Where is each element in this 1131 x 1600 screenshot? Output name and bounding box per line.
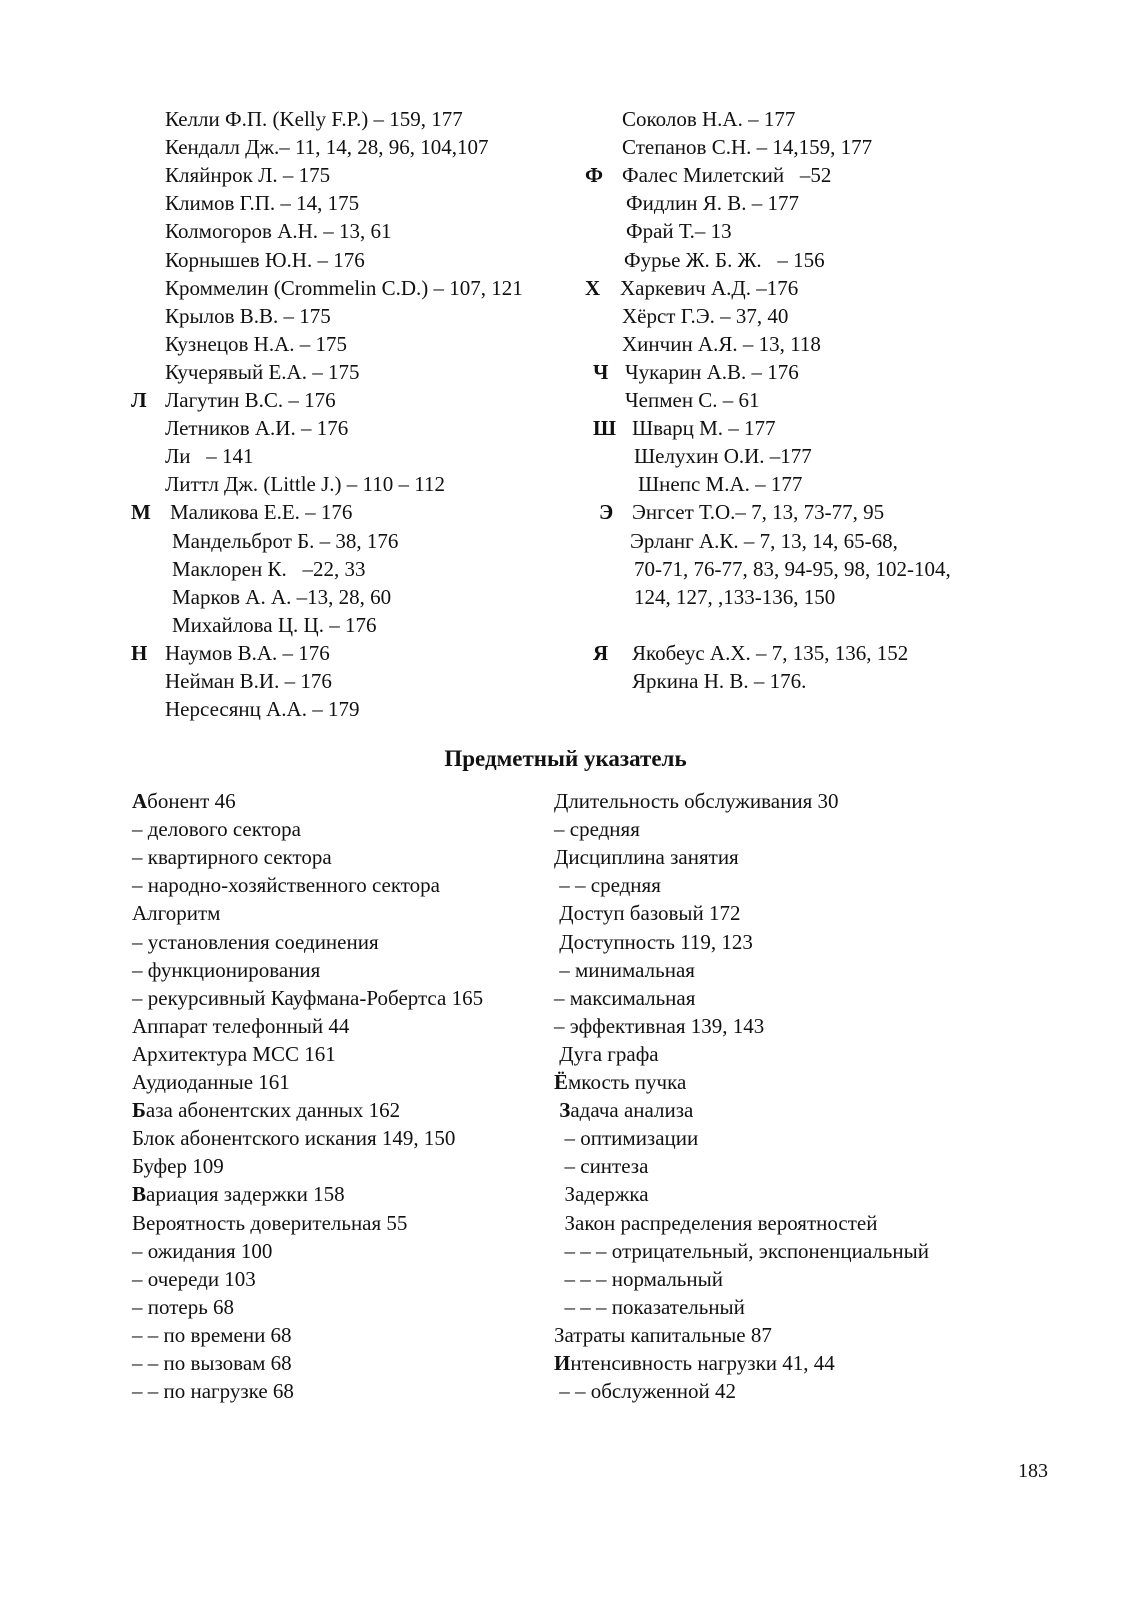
name-index-entry: Наумов В.А. – 176 <box>165 640 330 665</box>
entry-text: – оптимизации <box>554 1126 699 1151</box>
name-index-entry: Харкевич А.Д. –176 <box>620 275 799 300</box>
subject-index-entry <box>554 872 661 898</box>
subject-index-entry <box>554 1210 877 1236</box>
entry-text: Доступность 119, 123 <box>554 929 753 954</box>
entry-text: – очереди 103 <box>132 1266 256 1291</box>
entry-text: Доступ базовый 172 <box>554 901 741 926</box>
entry-text: Длительность обслуживания 30 <box>554 789 839 813</box>
name-index-entry: Фалес Милетский –52 <box>622 163 832 188</box>
entry-text: – – – отрицательный, экспоненциальный <box>554 1238 929 1263</box>
entry-text: – квартирного сектора <box>132 845 332 870</box>
subject-index-entry <box>554 985 695 1011</box>
subject-index-entry <box>132 1350 292 1376</box>
name-index-entry: Кляйнрок Л. – 175 <box>165 163 331 188</box>
name-index-entry: Яркина Н. В. – 176. <box>632 669 807 693</box>
name-index-entry: Корнышев Ю.Н. – 176 <box>165 247 365 272</box>
subject-index-entry <box>554 957 695 983</box>
name-index-entry: Кучерявый Е.А. – 175 <box>165 359 360 384</box>
entry-text: ариация задержки 158 <box>146 1182 345 1207</box>
name-index-entry: Ли – 141 <box>165 444 254 469</box>
index-letter: Ш <box>593 416 617 441</box>
entry-initial-letter: А <box>132 789 148 813</box>
subject-index-entry <box>554 1238 929 1264</box>
name-index-entry: Шнепс М.А. – 177 <box>638 472 803 497</box>
entry-text: Аппарат телефонный 44 <box>132 1013 350 1038</box>
index-letter: Н <box>131 640 148 665</box>
subject-index-entry <box>132 1238 272 1264</box>
entry-text: – – средняя <box>554 873 661 898</box>
index-letter: Э <box>599 500 614 525</box>
name-index-entry: Хинчин А.Я. – 13, 118 <box>622 331 821 356</box>
name-index-entry: Чукарин А.В. – 176 <box>625 359 799 384</box>
name-index-entry: Шелухин О.И. –177 <box>634 444 812 469</box>
subject-index-entry <box>132 816 301 842</box>
entry-text: Аудиоданные 161 <box>132 1070 290 1094</box>
subject-index-entry <box>554 1294 745 1320</box>
entry-text: – – по времени 68 <box>132 1322 292 1347</box>
subject-index-entry <box>554 844 739 870</box>
entry-text: Буфер 109 <box>132 1154 224 1179</box>
subject-index-entry <box>554 816 640 842</box>
subject-index-entry <box>132 1322 292 1348</box>
entry-text: – народно-хозяйственного сектора <box>132 873 440 898</box>
name-index-entry: 70-71, 76-77, 83, 94-95, 98, 102-104, <box>634 556 951 581</box>
index-letter: М <box>131 500 151 525</box>
subject-index-entry <box>554 900 741 926</box>
subject-index-entry <box>132 1181 345 1207</box>
name-index-entry: 124, 127, ,133-136, 150 <box>634 584 836 609</box>
entry-initial-letter: В <box>132 1182 147 1207</box>
index-letter: Ч <box>593 359 609 384</box>
subject-index-entry <box>132 929 379 955</box>
subject-index-entry <box>132 1294 234 1320</box>
entry-initial-letter: Б <box>132 1098 146 1123</box>
subject-index-entry <box>132 1266 256 1292</box>
subject-index-entry <box>554 1350 835 1376</box>
subject-index-entry <box>554 1181 649 1207</box>
name-index-entry: Фрай Т.– 13 <box>626 219 732 244</box>
subject-index-entry <box>554 1013 764 1039</box>
index-letter: Ф <box>585 163 604 188</box>
entry-text: – – – нормальный <box>554 1266 723 1291</box>
entry-text: – потерь 68 <box>132 1294 235 1319</box>
entry-text: Архитектура МСС 161 <box>132 1041 336 1066</box>
name-index-entry: Фурье Ж. Б. Ж. – 156 <box>624 247 825 272</box>
subject-index-entry <box>132 844 332 870</box>
name-index-entry: Нейман В.И. – 176 <box>165 669 332 693</box>
name-index-entry: Кроммелин (Crommelin C.D.) – 107, 121 <box>165 275 523 300</box>
subject-index-entry <box>554 1097 693 1123</box>
subject-index-entry <box>132 872 440 898</box>
entry-text: – рекурсивный Кауфмана-Робертса 165 <box>132 985 484 1010</box>
name-index-entry: Нерсесянц А.А. – 179 <box>165 697 360 722</box>
entry-text: – синтеза <box>554 1154 649 1179</box>
entry-text: – максимальная <box>554 985 696 1010</box>
name-index-entry: Крылов В.В. – 175 <box>165 303 331 328</box>
subject-index-entry <box>554 1125 698 1151</box>
name-index-entry: Келли Ф.П. (Kelly F.P.) – 159, 177 <box>165 107 463 131</box>
entry-text: – – обслуженной 42 <box>554 1379 736 1404</box>
entry-text: адача анализа <box>570 1098 694 1123</box>
subject-index-entry <box>132 1041 336 1067</box>
name-index-entry: Степанов С.Н. – 14,159, 177 <box>622 135 873 160</box>
entry-text: Закон распределения вероятностей <box>554 1210 878 1235</box>
entry-text: – – по нагрузке 68 <box>132 1379 294 1404</box>
entry-text: мкость пучка <box>568 1070 687 1094</box>
section-title: Предметный указатель <box>444 746 687 771</box>
entry-text: нтенсивность нагрузки 41, 44 <box>570 1351 835 1375</box>
entry-text: – установления соединения <box>132 929 379 954</box>
entry-text: аза абонентских данных 162 <box>145 1098 401 1123</box>
entry-initial-letter: Ё <box>554 1070 569 1094</box>
entry-text: Алгоритм <box>132 901 221 926</box>
subject-index-entry <box>132 1125 455 1151</box>
name-index-entry: Хёрст Г.Э. – 37, 40 <box>622 303 789 328</box>
name-index-entry: Чепмен С. – 61 <box>625 388 760 412</box>
subject-index-entry <box>132 788 236 814</box>
entry-text: – делового сектора <box>132 817 301 842</box>
name-index-entry: Марков А. А. –13, 28, 60 <box>172 584 392 609</box>
index-letter: Я <box>593 640 609 665</box>
subject-index-entry <box>132 1069 290 1095</box>
entry-text: – ожидания 100 <box>132 1238 273 1263</box>
entry-text: – – по вызовам 68 <box>132 1351 292 1375</box>
entry-text: Затраты капитальные 87 <box>554 1322 772 1347</box>
subject-index-entry <box>554 929 753 955</box>
entry-text: – функционирования <box>132 957 321 982</box>
subject-index-entry <box>132 1013 349 1039</box>
subject-index-entry <box>554 1266 723 1292</box>
subject-index-entry <box>554 1069 686 1095</box>
page-number: 183 <box>1018 1460 1048 1482</box>
entry-text: Дисциплина занятия <box>554 845 739 870</box>
name-index-entry: Шварц М. – 177 <box>632 416 776 441</box>
name-index-entry: Летников А.И. – 176 <box>165 416 349 441</box>
entry-text: Дуга графа <box>554 1041 659 1066</box>
entry-text: – – – показательный <box>554 1294 745 1319</box>
subject-index-entry <box>554 1153 648 1179</box>
entry-text: – средняя <box>554 817 640 842</box>
subject-index-entry <box>132 900 220 926</box>
name-index-entry: Климов Г.П. – 14, 175 <box>165 191 360 216</box>
name-index-entry: Эрланг А.К. – 7, 13, 14, 65-68, <box>630 528 898 553</box>
entry-initial-letter: И <box>554 1351 571 1375</box>
subject-index-entry <box>554 788 838 814</box>
name-index-entry: Колмогоров А.Н. – 13, 61 <box>165 219 392 244</box>
entry-text: бонент 46 <box>147 789 236 813</box>
subject-index-entry <box>554 1041 659 1067</box>
name-index-entry: Маклорен К. –22, 33 <box>172 556 366 581</box>
entry-text: Вероятность доверительная 55 <box>132 1210 408 1235</box>
name-index-entry: Якобеус А.Х. – 7, 135, 136, 152 <box>632 640 909 665</box>
entry-text: – минимальная <box>554 957 695 982</box>
name-index-entry: Фидлин Я. В. – 177 <box>626 191 799 216</box>
subject-index-entry <box>132 985 483 1011</box>
name-index-entry: Мандельброт Б. – 38, 176 <box>172 528 399 553</box>
name-index-entry: Лагутин В.С. – 176 <box>165 388 336 412</box>
name-index-entry: Маликова Е.Е. – 176 <box>170 500 353 525</box>
subject-index-entry <box>132 1097 400 1123</box>
name-index-entry: Кендалл Дж.– 11, 14, 28, 96, 104,107 <box>165 135 489 160</box>
subject-index-entry <box>554 1378 736 1404</box>
entry-text: Задержка <box>554 1182 649 1207</box>
subject-index-entry <box>132 1153 224 1179</box>
name-index-entry: Соколов Н.А. – 177 <box>622 107 796 131</box>
subject-index-entry <box>132 957 320 983</box>
index-letter: Л <box>131 388 147 412</box>
subject-index-entry <box>132 1210 407 1236</box>
name-index-entry: Литтл Дж. (Little J.) – 110 – 112 <box>165 472 445 497</box>
entry-initial-letter: З <box>554 1098 571 1123</box>
index-letter: Х <box>585 275 601 300</box>
name-index-entry: Кузнецов Н.А. – 175 <box>165 331 348 356</box>
subject-index-entry <box>132 1378 294 1404</box>
subject-index-entry <box>554 1322 772 1348</box>
entry-text: – эффективная 139, 143 <box>554 1013 765 1038</box>
name-index-entry: Энгсет Т.О.– 7, 13, 73-77, 95 <box>632 500 885 525</box>
name-index-entry: Михайлова Ц. Ц. – 176 <box>172 612 377 637</box>
entry-text: Блок абонентского искания 149, 150 <box>132 1126 456 1151</box>
